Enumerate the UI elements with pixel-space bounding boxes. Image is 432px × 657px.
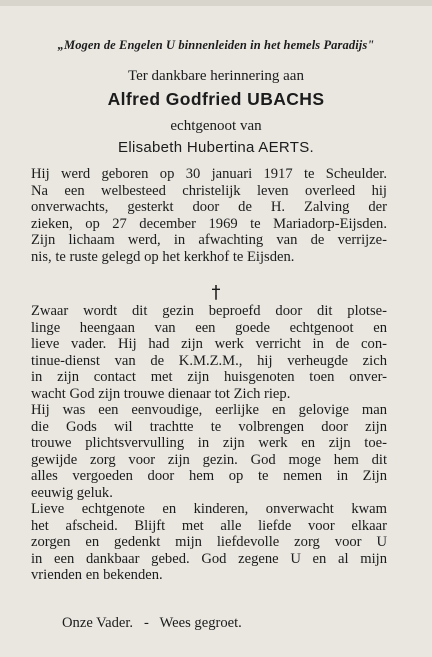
intro-line: Ter dankbare herinnering aan bbox=[128, 68, 304, 84]
text-line: Zijn lichaam werd, in afwachting van de verrijze- bbox=[31, 232, 387, 248]
text-line: vrienden en bekenden. bbox=[31, 567, 163, 583]
text-line: tinue-dienst van de K.M.Z.M., hij verheugde zich bbox=[31, 352, 387, 369]
text-line: in een dankbaar gebed. God zegene U en al mijn bbox=[31, 550, 387, 567]
text-line: nis, te ruste gelegd op het kerkhof te Eijsden. bbox=[31, 248, 295, 265]
biography-paragraph bbox=[31, 166, 387, 265]
text-line: zorgen en gedenkt mijn liefdevolle zorg voor U bbox=[31, 534, 387, 550]
text-line: gewijde zorg voor zijn gezin. God moge hem dit bbox=[31, 451, 387, 468]
text-line: Hij werd geboren op 30 januari 1917 te Scheulder. bbox=[31, 166, 387, 182]
text-line: zieken, op 27 december 1969 te Mariadorp-Eijsden. bbox=[31, 215, 387, 232]
text-line: onverwachts, gesterkt door de H. Zalving der bbox=[31, 199, 387, 215]
deceased-name: Alfred Godfried UBACHS bbox=[107, 89, 325, 109]
text-line: in zijn contact met zijn huisgenoten toen onver- bbox=[31, 369, 387, 385]
text-line: het afscheid. Blijft met alle liefde voor elkaar bbox=[31, 517, 387, 534]
text-line: wacht God zijn trouwe dienaar tot Zich riep. bbox=[31, 385, 291, 402]
spouse-name: Elisabeth Hubertina AERTS. bbox=[118, 139, 314, 156]
tribute-paragraph bbox=[31, 303, 387, 584]
text-line: lieve vader. Hij had zijn werk verricht in de con- bbox=[31, 336, 387, 352]
text-line: die Gods wil trachtte te volbrengen door zijn bbox=[31, 418, 387, 435]
card-top-edge bbox=[0, 0, 432, 6]
text-line: eeuwig geluk. bbox=[31, 484, 113, 501]
text-line: trouwe plichtsvervulling in zijn werk en zijn toe- bbox=[31, 435, 387, 451]
text-line: Hij was een eenvoudige, eerlijke en gelovige man bbox=[31, 402, 387, 418]
text-line: Na een welbesteed christelijk leven overleed hij bbox=[31, 182, 387, 199]
cross-icon: † bbox=[211, 282, 221, 303]
motto-quote: „Mogen de Engelen U binnenleiden in het hemels Paradijs" bbox=[57, 38, 375, 52]
text-line: Lieve echtgenote en kinderen, onverwacht kwam bbox=[31, 501, 387, 517]
text-line: linge heengaan van een goede echtgenoot en bbox=[31, 319, 387, 336]
text-line: alles vergoeden door hem op te nemen in Zijn bbox=[31, 468, 387, 484]
text-line: Zwaar wordt dit gezin beproefd door dit plotse- bbox=[31, 303, 387, 319]
closing-prayers: Onze Vader. - Wees gegroet. bbox=[62, 615, 242, 631]
relation-line: echtgenoot van bbox=[170, 118, 262, 134]
